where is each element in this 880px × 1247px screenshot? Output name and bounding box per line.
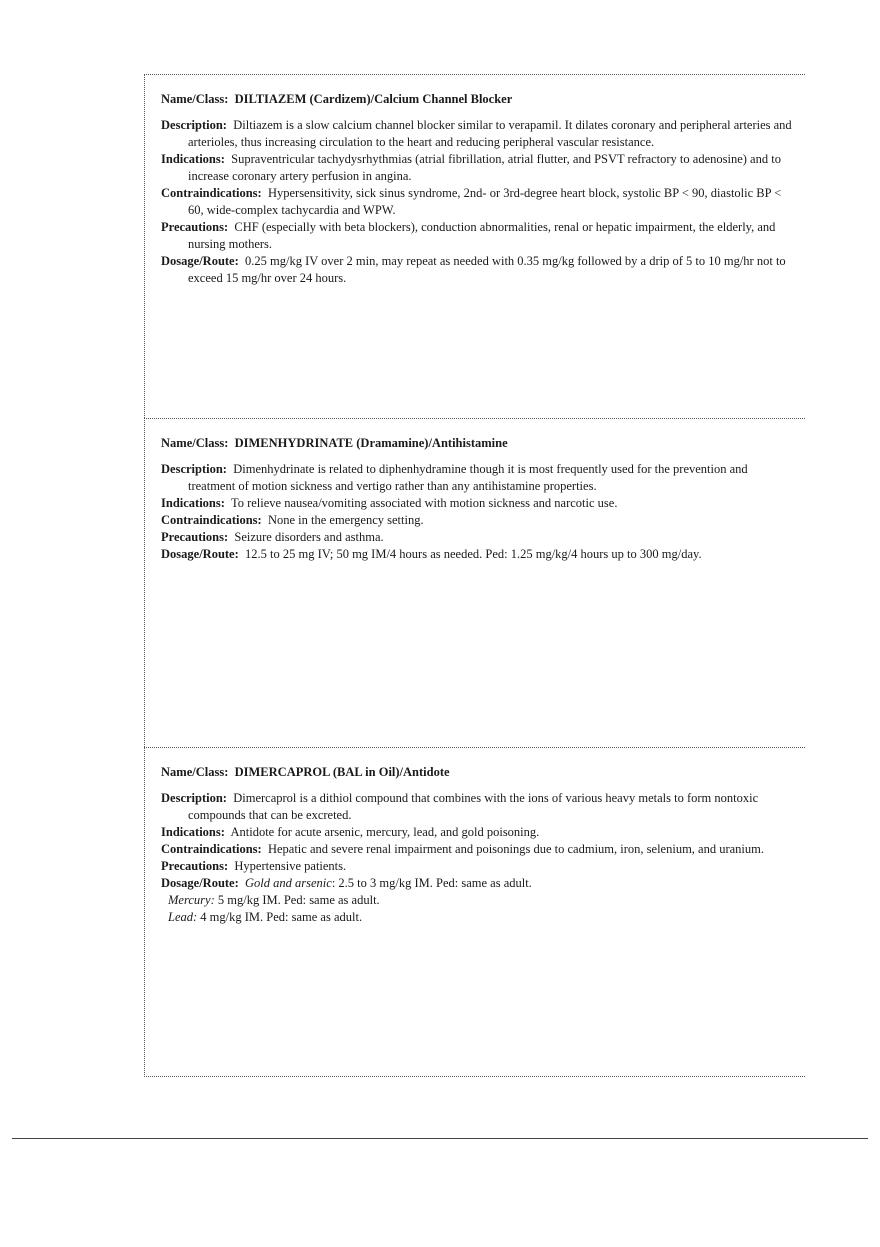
indications: Indications: Antidote for acute arsenic, mercury, lead, and gold poisoning. bbox=[161, 825, 540, 839]
indications: Indications: Supraventricular tachydysrhythmias (atrial fibrillation, atrial flutter, and PSVT refractory to adenosine) and to increase coronary artery perfusion in angina. bbox=[161, 152, 781, 183]
contraindications: Contraindications: Hypersensitivity, sick sinus syndrome, 2nd- or 3rd-degree heart block, systolic BP < 90, diastolic BP < 60, wide-complex tachycardia and WPW. bbox=[161, 186, 782, 217]
name-class: Name/Class: DIMENHYDRINATE (Dramamine)/Antihistamine bbox=[161, 436, 508, 450]
name-class: Name/Class: DILTIAZEM (Cardizem)/Calcium Channel Blocker bbox=[161, 92, 513, 106]
description: Description: Diltiazem is a slow calcium channel blocker similar to verapamil. It dilates coronary and peripheral arteries and arterioles, thus increasing circulation to the heart and reducing peripheral vascular resistance. bbox=[161, 118, 792, 149]
drug-card-dimenhydrinate bbox=[144, 418, 805, 747]
description: Description: Dimenhydrinate is related to diphenhydramine though it is most frequently used for the prevention and treatment of motion sickness and vertigo rather than any antihistamine properties. bbox=[161, 462, 748, 493]
precautions: Precautions: Seizure disorders and asthma. bbox=[161, 530, 384, 544]
contraindications: Contraindications: Hepatic and severe renal impairment and poisonings due to cadmium, iron, selenium, and uranium. bbox=[161, 842, 764, 856]
indications: Indications: To relieve nausea/vomiting associated with motion sickness and narcotic use. bbox=[161, 496, 618, 510]
page-footer-rule bbox=[12, 1138, 868, 1139]
name-class: Name/Class: DIMERCAPROL (BAL in Oil)/Antidote bbox=[161, 765, 450, 779]
precautions: Precautions: Hypertensive patients. bbox=[161, 859, 347, 873]
dosage-route: Dosage/Route: 0.25 mg/kg IV over 2 min, may repeat as needed with 0.35 mg/kg followed by a drip of 5 to 10 mg/hr not to exceed 15 mg/hr over 24 hours. bbox=[161, 254, 786, 285]
dosage-route: Dosage/Route: Gold and arsenic: 2.5 to 3 mg/kg IM. Ped: same as adult. bbox=[161, 876, 532, 890]
drug-card-diltiazem bbox=[144, 74, 805, 418]
drug-card-dimercaprol bbox=[144, 747, 805, 1077]
dosage-route: Dosage/Route: 12.5 to 25 mg IV; 50 mg IM/4 hours as needed. Ped: 1.25 mg/kg/4 hours up to 300 mg/day. bbox=[161, 547, 702, 561]
dosage-line-mercury: Mercury: 5 mg/kg IM. Ped: same as adult. bbox=[168, 893, 380, 907]
dosage-line-lead: Lead: 4 mg/kg IM. Ped: same as adult. bbox=[168, 910, 363, 924]
description: Description: Dimercaprol is a dithiol compound that combines with the ions of various heavy metals to form nontoxic compounds that can be excreted. bbox=[161, 791, 759, 822]
contraindications: Contraindications: None in the emergency setting. bbox=[161, 513, 424, 527]
precautions: Precautions: CHF (especially with beta blockers), conduction abnormalities, renal or hepatic impairment, the elderly, and nursing mothers. bbox=[161, 220, 776, 251]
